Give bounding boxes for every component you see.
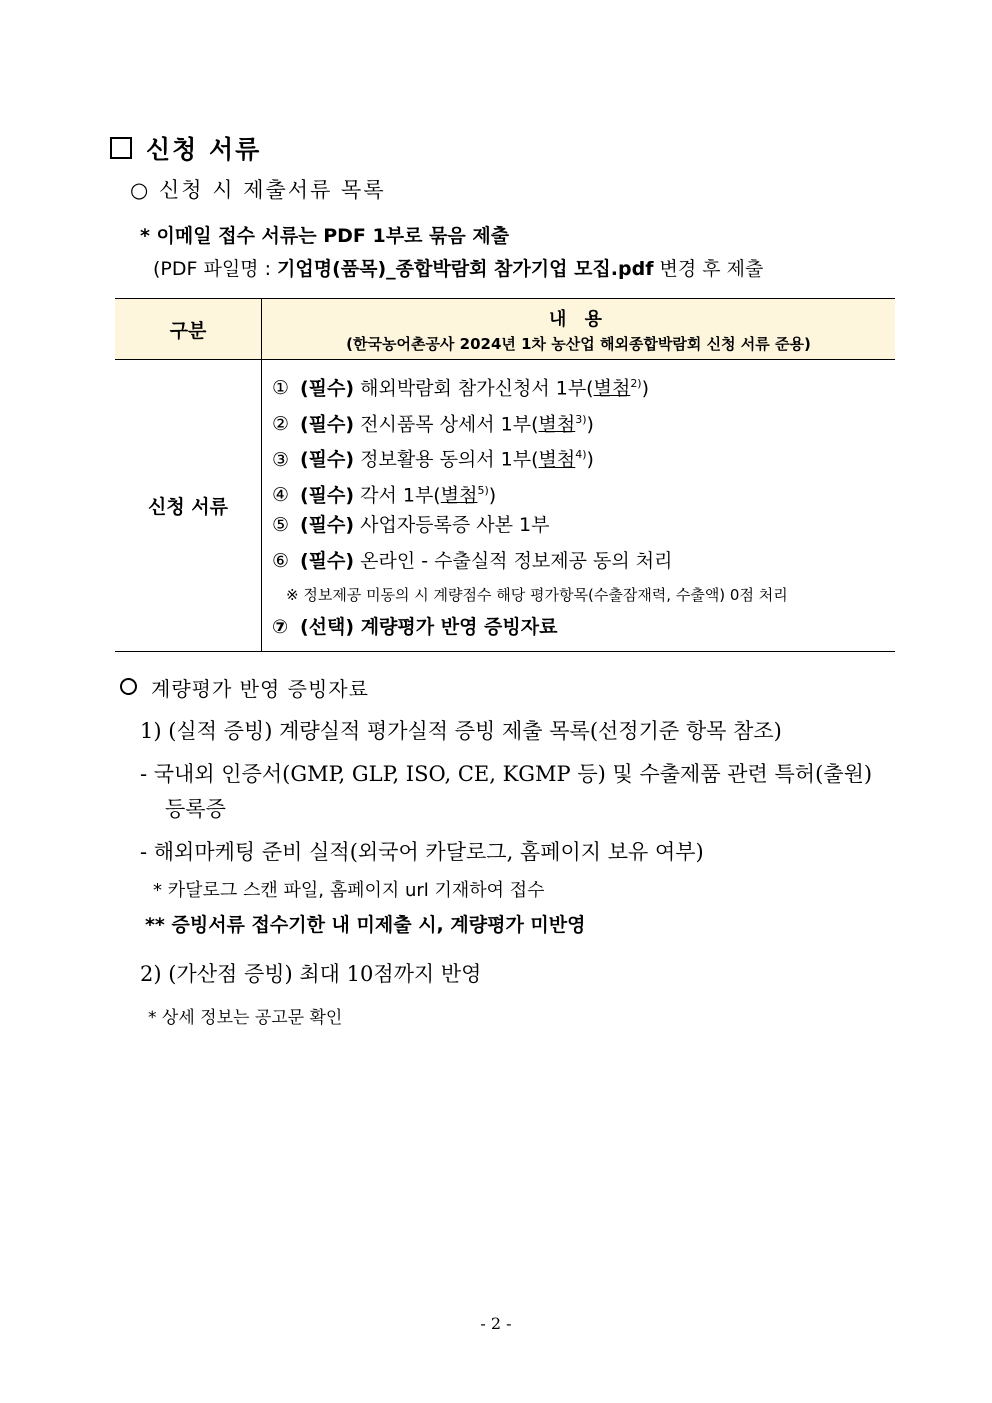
evidence-heading: 계량평가 반영 증빙자료 [120,673,369,702]
email-note: * 이메일 접수 서류는 PDF 1부로 묶음 제출 [140,225,510,247]
header-content-title: 내 용 [548,308,609,330]
section-title: 신청 서류 [110,130,261,166]
list-item: ② (필수) 전시품목 상세서 1부(별첨$^{3)}$) [272,412,594,435]
evidence-line: 등록증 [165,797,226,821]
evidence-line: - 국내외 인증서(GMP, GLP, ISO, CE, KGMP 등) 및 수출제품 관련 특허(출원) [140,762,873,786]
list-item: ⑦ (선택) 계량평가 반영 증빙자료 [272,615,558,638]
list-item: ⑤ (필수) 사업자등록증 사본 1부 [272,514,550,537]
list-item: ⑥ (필수) 온라인 - 수출실적 정보제공 동의 처리 [272,549,673,572]
attachment-link[interactable]: 별첨 [440,484,478,507]
header-category: 구분 [115,299,262,360]
checkbox-square-icon [110,137,132,159]
table-header-row [115,299,895,360]
document-list [262,360,896,652]
attachment-link[interactable]: 별첨 [538,412,576,435]
row-label: 신청 서류 [115,360,262,652]
evidence-note: * 상세 정보는 공고문 확인 [148,1008,343,1028]
subsection-heading: ○ 신청 시 제출서류 목록 [130,178,386,202]
list-item: ① (필수) 해외박람회 참가신청서 1부(별첨$^{2)}$) [272,377,650,400]
list-item: ③ (필수) 정보활용 동의서 1부(별첨$^{4)}$) [272,448,594,471]
header-content-subtitle: (한국농어촌공사 2024년 1차 농산업 해외종합박람회 신청 서류 준용) [346,334,811,353]
attachment-link[interactable]: 별첨 [593,377,631,400]
header-content [262,299,896,360]
table-row [115,360,895,652]
attachment-link[interactable]: 별첨 [538,448,576,471]
list-item: ④ (필수) 각서 1부(별첨$^{5)}$) [272,483,497,507]
ring-bullet-icon [120,678,137,695]
evidence-note: * 카달로그 스캔 파일, 홈페이지 url 기재하여 접수 [153,880,545,901]
filename-note: (PDF 파일명 : 기업명(품목)_종합박람회 참가기업 모집.pdf 변경 후 제출 [153,258,764,280]
circle-bullet-icon: ○ [130,178,151,202]
evidence-line: 2) (가산점 증빙) 최대 10점까지 반영 [140,962,482,986]
evidence-line: 1) (실적 증빙) 계량실적 평가실적 증빙 제출 목록(선정기준 항목 참조) [140,719,782,743]
evidence-warning: ** 증빙서류 접수기한 내 미제출 시, 계량평가 미반영 [145,914,586,936]
documents-table [115,298,895,652]
evidence-line: - 해외마케팅 준비 실적(외국어 카달로그, 홈페이지 보유 여부) [140,840,704,864]
page-number: - 2 - [480,1314,512,1333]
consent-warning: ※ 정보제공 미동의 시 계량점수 해당 평가항목(수출잠재력, 수출액) 0점 처리 [286,585,788,604]
